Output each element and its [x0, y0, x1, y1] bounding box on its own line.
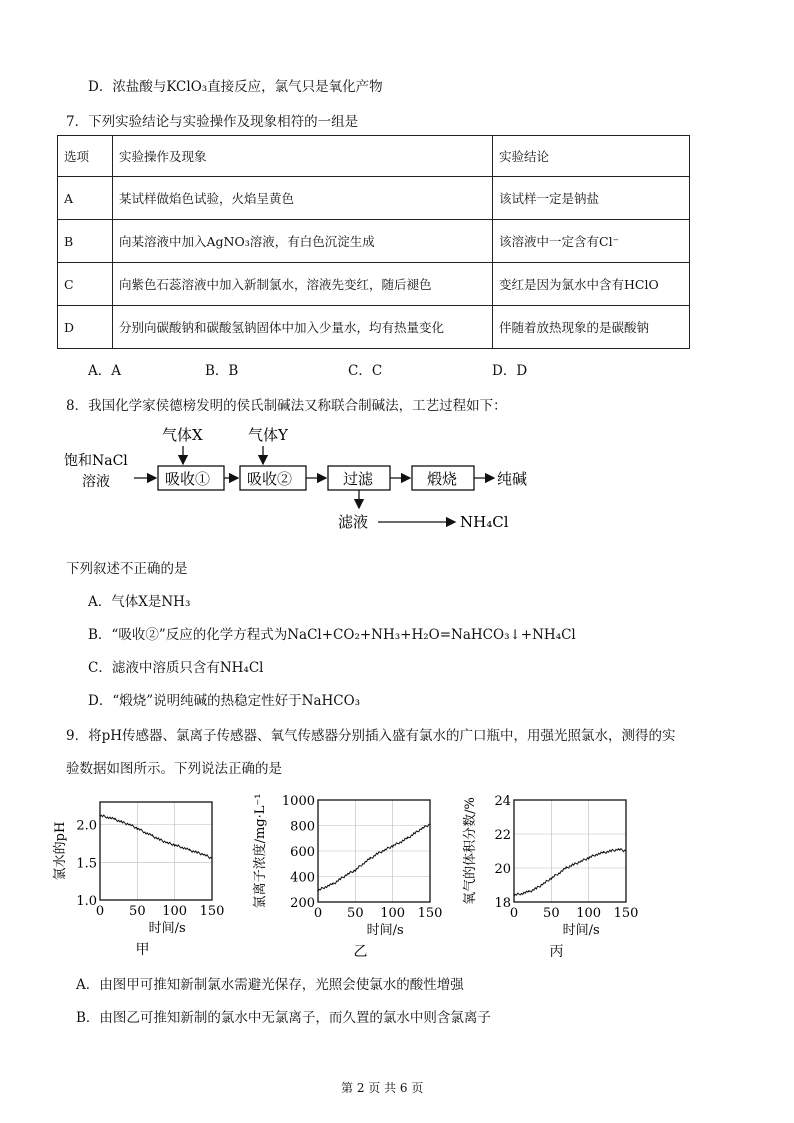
- data-point: [167, 842, 168, 843]
- data-point: [174, 844, 175, 845]
- flow-box2-label: 吸收②: [247, 470, 293, 488]
- data-point: [347, 873, 348, 874]
- x-tick-label: 0: [95, 904, 105, 919]
- y-tick-label: 600: [290, 845, 315, 860]
- data-point: [122, 822, 123, 823]
- x-tick-label: 50: [543, 906, 560, 921]
- flow-box1-label: 吸收①: [165, 470, 211, 488]
- flow-box3-label: 过滤: [343, 470, 374, 488]
- choice-d[interactable]: D．D: [492, 363, 528, 379]
- data-point: [99, 815, 100, 816]
- row-operation: 向紫色石蕊溶液中加入新制氯水，溶液先变红，随后褪色: [113, 263, 493, 306]
- q9-option-b[interactable]: B．由图乙可推知新制的氯水中无氯离子，而久置的氯水中则含氯离子: [76, 1010, 491, 1026]
- x-tick-label: 50: [129, 904, 146, 919]
- x-tick-label: 100: [380, 906, 406, 921]
- y-tick-label: 1000: [281, 794, 315, 809]
- series-line: [514, 849, 626, 897]
- data-point: [204, 854, 205, 855]
- row-conclusion: 变红是因为氯水中含有HClO: [493, 263, 690, 306]
- y-tick-label: 20: [494, 862, 511, 877]
- data-point: [137, 828, 138, 829]
- data-point: [377, 853, 378, 854]
- data-point: [370, 858, 371, 859]
- data-point: [618, 849, 619, 850]
- x-axis-label: 时间/s: [148, 921, 186, 936]
- q8-stem: 8．我国化学家侯德榜发明的侯氏制碱法又称联合制碱法，工艺过程如下：: [66, 398, 507, 414]
- y-tick-label: 800: [290, 819, 315, 835]
- data-point: [573, 864, 574, 865]
- row-operation: 向某溶液中加入AgNO₃溶液，有白色沉淀生成: [113, 220, 493, 263]
- data-point: [325, 886, 326, 887]
- flow-nh4cl: NH₄Cl: [460, 513, 509, 531]
- page-footer: 第 2 页 共 6 页: [341, 1081, 424, 1095]
- data-point: [566, 867, 567, 868]
- q7-stem: 7．下列实验结论与实验操作及现象相符的一组是: [66, 114, 359, 130]
- row-option: A: [58, 177, 113, 220]
- header-operation: 实验操作及现象: [113, 136, 493, 177]
- data-point: [362, 863, 363, 864]
- x-axis-label: 时间/s: [366, 923, 404, 938]
- y-axis-label: 氯水的pH: [53, 821, 68, 881]
- data-point: [429, 824, 430, 825]
- data-point: [385, 849, 386, 850]
- x-tick-label: 150: [199, 904, 225, 919]
- y-axis-label: 氧气的体积分数/%: [463, 797, 478, 905]
- data-point: [603, 852, 604, 853]
- x-tick-label: 100: [576, 906, 602, 921]
- data-point: [144, 832, 145, 833]
- x-tick-label: 0: [509, 906, 519, 921]
- choice-b[interactable]: B．B: [205, 363, 239, 379]
- chart-bing: [462, 786, 652, 958]
- row-option: C: [58, 263, 113, 306]
- q8-option-c[interactable]: C．滤液中溶质只含有NH₄Cl: [88, 660, 264, 676]
- y-tick-label: 1.0: [76, 894, 97, 909]
- q8-option-b[interactable]: B．“吸收②”反应的化学方程式为NaCl+CO₂+NH₃+H₂O=NaHCO₃↓+NH₄Cl: [88, 627, 576, 643]
- q8-flow-diagram: [60, 420, 560, 540]
- data-point: [392, 845, 393, 846]
- panel-label: 乙: [353, 944, 368, 958]
- chart-yi: [250, 786, 450, 958]
- data-point: [625, 850, 626, 851]
- data-point: [528, 891, 529, 892]
- data-point: [521, 893, 522, 894]
- q7-table: [57, 135, 690, 349]
- q8-option-d[interactable]: D．“煅烧”说明纯碱的热稳定性好于NaHCO₃: [88, 693, 361, 709]
- data-point: [340, 878, 341, 879]
- row-conclusion: 伴随着放热现象的是碳酸钠: [493, 306, 690, 349]
- data-point: [211, 858, 212, 859]
- data-point: [588, 857, 589, 858]
- chart-jia: [52, 786, 232, 958]
- flow-box4-label: 煅烧: [427, 470, 458, 488]
- row-operation: 某试样做焰色试验，火焰呈黄色: [113, 177, 493, 220]
- q8-prompt: 下列叙述不正确的是: [66, 561, 188, 577]
- q6-option-d: D．浓盐酸与KClO₃直接反应，氯气只是氧化产物: [88, 79, 383, 95]
- row-option: D: [58, 306, 113, 349]
- y-tick-label: 400: [290, 870, 315, 886]
- flow-start-line1: 饱和NaCl: [64, 453, 128, 469]
- y-axis-label: 氯离子浓度/mg·L⁻¹: [253, 793, 268, 909]
- x-tick-label: 100: [162, 904, 188, 919]
- table-row: [58, 177, 690, 220]
- table-row: [58, 220, 690, 263]
- series-line: [318, 824, 430, 892]
- y-tick-label: 1.5: [76, 856, 97, 872]
- y-tick-label: 18: [494, 896, 511, 911]
- data-point: [317, 890, 318, 891]
- data-point: [558, 873, 559, 874]
- q9-option-a[interactable]: A．由图甲可推知新制氯水需避光保存，光照会使氯水的酸性增强: [76, 977, 464, 993]
- flow-gas-y: 气体Y: [248, 426, 288, 444]
- data-point: [182, 847, 183, 848]
- x-tick-label: 0: [313, 906, 323, 921]
- data-point: [596, 854, 597, 855]
- data-point: [414, 833, 415, 834]
- data-point: [543, 883, 544, 884]
- table-row: [58, 306, 690, 349]
- table-row: [58, 263, 690, 306]
- data-point: [610, 850, 611, 851]
- x-axis-label: 时间/s: [562, 923, 600, 938]
- flow-start-line2: 溶液: [82, 474, 110, 490]
- choice-a[interactable]: A．A: [88, 363, 121, 379]
- q9-stem-line1: 9．将pH传感器、氯离子传感器、氧气传感器分别插入盛有氯水的广口瓶中，用强光照氯水，测得的实: [66, 728, 676, 744]
- data-point: [159, 839, 160, 840]
- choice-c[interactable]: C．C: [348, 363, 383, 379]
- data-point: [513, 895, 514, 896]
- data-point: [196, 852, 197, 853]
- data-point: [355, 870, 356, 871]
- data-point: [536, 888, 537, 889]
- flow-gas-x: 气体X: [162, 426, 203, 444]
- data-point: [407, 838, 408, 839]
- panel-label: 丙: [549, 944, 564, 958]
- data-point: [551, 878, 552, 879]
- y-tick-label: 200: [290, 896, 315, 911]
- table-header-row: [58, 136, 690, 177]
- x-tick-label: 150: [417, 906, 443, 921]
- x-tick-label: 150: [613, 906, 639, 921]
- y-tick-label: 22: [494, 828, 511, 843]
- data-point: [422, 827, 423, 828]
- row-option: B: [58, 220, 113, 263]
- y-tick-label: 24: [494, 794, 511, 809]
- data-point: [114, 819, 115, 820]
- header-option: 选项: [58, 136, 113, 177]
- header-conclusion: 实验结论: [493, 136, 690, 177]
- data-point: [129, 824, 130, 825]
- q9-stem-line2: 验数据如图所示。下列说法正确的是: [66, 761, 282, 777]
- row-operation: 分别向碳酸钠和碳酸氢钠固体中加入少量水，均有热量变化: [113, 306, 493, 349]
- x-tick-label: 50: [347, 906, 364, 921]
- row-conclusion: 该溶液中一定含有Cl⁻: [493, 220, 690, 263]
- flow-filtrate: 滤液: [338, 513, 369, 531]
- data-point: [581, 861, 582, 862]
- data-point: [332, 884, 333, 885]
- data-point: [152, 835, 153, 836]
- row-conclusion: 该试样一定是钠盐: [493, 177, 690, 220]
- data-point: [107, 816, 108, 817]
- y-tick-label: 2.0: [76, 818, 97, 834]
- flow-product: 纯碱: [497, 470, 528, 488]
- data-point: [189, 850, 190, 851]
- panel-label: 甲: [135, 942, 150, 958]
- series-line: [100, 815, 212, 858]
- data-point: [400, 841, 401, 842]
- q8-option-a[interactable]: A．气体X是NH₃: [88, 594, 191, 610]
